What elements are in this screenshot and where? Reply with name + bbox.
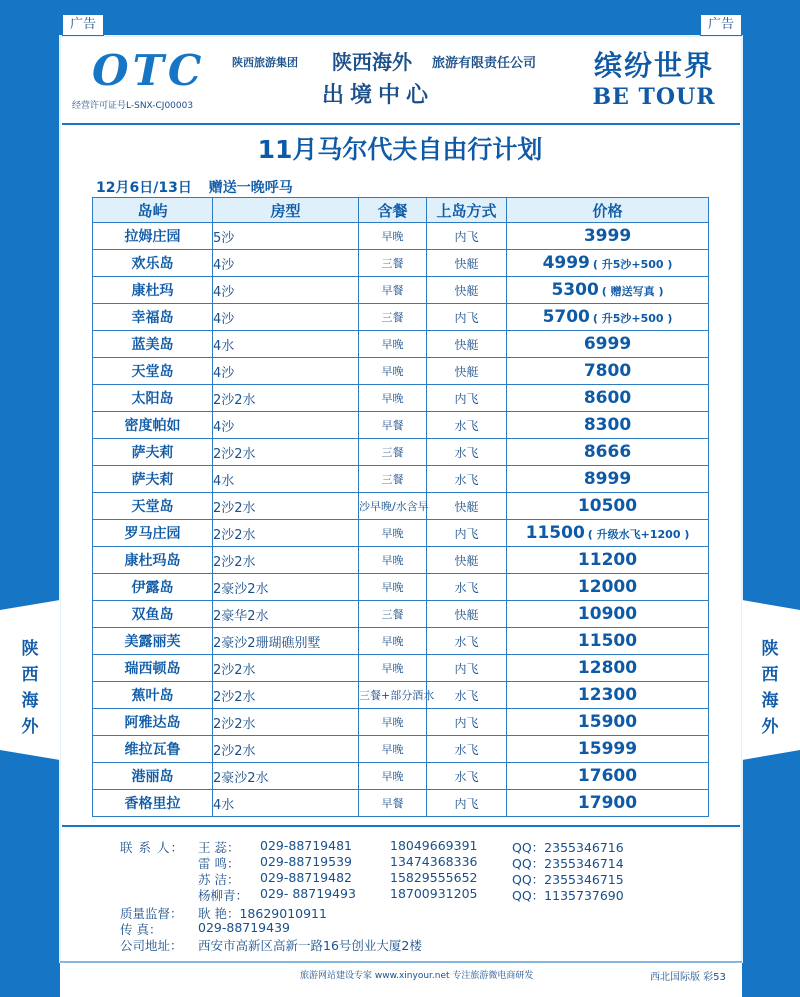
contact-name: 雷 鸣：	[198, 856, 240, 871]
cell-transfer: 水飞	[427, 574, 507, 601]
cell-meal: 三餐	[359, 304, 427, 331]
column-header-island: 岛屿	[93, 198, 213, 223]
cell-transfer: 内飞	[427, 655, 507, 682]
cell-room: 2豪华2水	[213, 601, 359, 628]
cell-price	[507, 250, 709, 277]
cell-transfer: 快艇	[427, 331, 507, 358]
cell-transfer: 水飞	[427, 466, 507, 493]
contact-name: 苏 洁：	[198, 872, 240, 887]
cell-room: 2沙2水	[213, 547, 359, 574]
price-value: 15900	[577, 712, 638, 732]
cell-transfer: 内飞	[427, 304, 507, 331]
cell-meal: 早晚	[359, 547, 427, 574]
table-row	[93, 601, 709, 628]
supervisor-label: 质量监督：	[120, 906, 183, 921]
price-value: 7800	[583, 361, 632, 381]
cell-island: 太阳岛	[93, 385, 213, 412]
cell-meal: 早晚	[359, 358, 427, 385]
cell-room: 2沙2水	[213, 385, 359, 412]
cell-meal: 早晚	[359, 655, 427, 682]
cell-meal: 沙早晚/水含早	[359, 493, 427, 520]
cell-room: 4沙	[213, 277, 359, 304]
column-header-transfer: 上岛方式	[427, 198, 507, 223]
cell-island: 瑞西顿岛	[93, 655, 213, 682]
cell-price	[507, 331, 709, 358]
cell-transfer: 内飞	[427, 385, 507, 412]
price-value: 8300	[583, 415, 632, 435]
cell-meal: 早餐	[359, 790, 427, 817]
ad-label-left: 广告	[62, 14, 104, 36]
price-value: 12000	[577, 577, 638, 597]
cell-price	[507, 466, 709, 493]
contact-qq: QQ：1135737690	[512, 888, 624, 903]
cell-island: 拉姆庄园	[93, 223, 213, 250]
cell-price	[507, 547, 709, 574]
cell-island: 蓝美岛	[93, 331, 213, 358]
cell-price	[507, 763, 709, 790]
cell-price	[507, 682, 709, 709]
cell-island: 萨夫莉	[93, 439, 213, 466]
price-table	[92, 197, 709, 817]
table-row	[93, 655, 709, 682]
price-value: 11200	[577, 550, 638, 570]
side-char: 西	[21, 665, 39, 685]
contact-qq: QQ：2355346714	[512, 856, 624, 871]
cell-island: 康杜玛	[93, 277, 213, 304]
cell-price	[507, 601, 709, 628]
table-row	[93, 277, 709, 304]
cell-price	[507, 412, 709, 439]
cell-transfer: 内飞	[427, 520, 507, 547]
price-value: 11500	[525, 523, 585, 543]
cell-room: 4沙	[213, 412, 359, 439]
cell-price	[507, 655, 709, 682]
table-row	[93, 682, 709, 709]
contact-mobile: 18700931205	[390, 886, 478, 901]
cell-island: 双鱼岛	[93, 601, 213, 628]
price-value: 3999	[583, 226, 632, 246]
cell-price	[507, 223, 709, 250]
cell-room: 4水	[213, 466, 359, 493]
table-row	[93, 493, 709, 520]
cell-island: 天堂岛	[93, 493, 213, 520]
price-note: ( 升5沙+500 )	[592, 258, 673, 271]
price-value: 12300	[577, 685, 638, 705]
side-char: 西	[761, 665, 779, 685]
price-value: 15999	[577, 739, 638, 759]
cell-island: 欢乐岛	[93, 250, 213, 277]
address-value: 西安市高新区高新一路16号创业大厦2楼	[198, 938, 422, 953]
cell-price	[507, 277, 709, 304]
table-row	[93, 358, 709, 385]
cell-island: 阿雅达岛	[93, 709, 213, 736]
price-value: 5300	[551, 280, 599, 300]
price-value: 10500	[577, 496, 638, 516]
contact-mobile: 18049669391	[390, 838, 478, 853]
cell-room: 5沙	[213, 223, 359, 250]
supervisor-value: 耿 艳：18629010911	[198, 906, 327, 921]
cell-price	[507, 790, 709, 817]
cell-meal: 早晚	[359, 709, 427, 736]
cell-price	[507, 439, 709, 466]
cell-room: 2沙2水	[213, 493, 359, 520]
table-row	[93, 628, 709, 655]
price-value: 8666	[583, 442, 632, 462]
cell-island: 萨夫莉	[93, 466, 213, 493]
cell-price	[507, 709, 709, 736]
cell-meal: 早餐	[359, 412, 427, 439]
side-char: 陕	[21, 639, 39, 659]
column-header-meal: 含餐	[359, 198, 427, 223]
cell-room: 2豪沙2珊瑚礁别墅	[213, 628, 359, 655]
contact-tel: 029-88719539	[260, 854, 352, 869]
address-label: 公司地址：	[120, 938, 183, 953]
price-value: 6999	[583, 334, 632, 354]
page-title: 11月马尔代夫自由行计划	[257, 135, 543, 164]
contact-section	[60, 830, 740, 966]
cell-transfer: 水飞	[427, 736, 507, 763]
side-char: 外	[761, 717, 779, 737]
cell-transfer: 水飞	[427, 682, 507, 709]
group-name: 陕西旅游集团	[232, 56, 298, 69]
cell-island: 伊露岛	[93, 574, 213, 601]
fax-value: 029-88719439	[198, 920, 290, 935]
contact-tel: 029-88719481	[260, 838, 352, 853]
cell-transfer: 水飞	[427, 763, 507, 790]
side-char: 陕	[761, 639, 779, 659]
cell-room: 2沙2水	[213, 520, 359, 547]
cell-island: 幸福岛	[93, 304, 213, 331]
cell-meal: 早晚	[359, 223, 427, 250]
cell-transfer: 快艇	[427, 601, 507, 628]
cell-island: 天堂岛	[93, 358, 213, 385]
footer-website: 旅游网站建设专家 www.xinyour.net 专注旅游微电商研发	[300, 971, 534, 981]
table-body	[93, 223, 709, 817]
cell-room: 2豪沙2水	[213, 574, 359, 601]
cell-island: 香格里拉	[93, 790, 213, 817]
cell-room: 4水	[213, 790, 359, 817]
cell-room: 2豪沙2水	[213, 763, 359, 790]
cell-meal: 三餐	[359, 466, 427, 493]
cell-room: 4沙	[213, 250, 359, 277]
contact-qq: QQ：2355346716	[512, 840, 624, 855]
price-value: 4999	[542, 253, 590, 273]
cell-transfer: 快艇	[427, 547, 507, 574]
cell-room: 2沙2水	[213, 439, 359, 466]
contact-label: 联 系 人：	[120, 840, 184, 855]
center-name: 出境中心	[322, 83, 435, 108]
cell-room: 2沙2水	[213, 736, 359, 763]
subtitle-dates: 12月6日/13日	[96, 180, 192, 196]
center-badge	[222, 42, 562, 116]
cell-meal: 早晚	[359, 628, 427, 655]
column-header-price: 价格	[507, 198, 709, 223]
subtitle	[96, 177, 293, 197]
cell-island: 维拉瓦鲁	[93, 736, 213, 763]
cell-price	[507, 628, 709, 655]
price-value: 8999	[583, 469, 632, 489]
cell-transfer: 快艇	[427, 250, 507, 277]
price-value: 10900	[577, 604, 638, 624]
cell-meal: 三餐+部分酒水	[359, 682, 427, 709]
otc-logo: OTC	[92, 46, 206, 95]
contact-name: 王 蕊：	[198, 840, 240, 855]
cell-meal: 早餐	[359, 277, 427, 304]
table-row	[93, 250, 709, 277]
contact-qq: QQ：2355346715	[512, 872, 624, 887]
cell-transfer: 水飞	[427, 628, 507, 655]
table-row	[93, 736, 709, 763]
side-char: 外	[21, 717, 39, 737]
table-row	[93, 574, 709, 601]
contact-mobile: 15829555652	[390, 870, 478, 885]
cell-meal: 三餐	[359, 250, 427, 277]
price-value: 17600	[577, 766, 638, 786]
table-row	[93, 412, 709, 439]
contact-name: 杨柳青：	[198, 888, 249, 903]
cell-room: 2沙2水	[213, 682, 359, 709]
cell-transfer: 内飞	[427, 790, 507, 817]
contact-tel: 029-88719482	[260, 870, 352, 885]
ad-label-right: 广告	[700, 14, 742, 36]
cell-island: 港丽岛	[93, 763, 213, 790]
table-row	[93, 331, 709, 358]
price-value: 5700	[542, 307, 590, 327]
side-label-left	[10, 636, 50, 740]
cell-price	[507, 385, 709, 412]
cell-meal: 早晚	[359, 763, 427, 790]
cell-island: 罗马庄园	[93, 520, 213, 547]
cell-transfer: 内飞	[427, 709, 507, 736]
footer-page-number: 西北国际版 彩53	[650, 972, 726, 983]
cell-meal: 三餐	[359, 601, 427, 628]
cell-meal: 早晚	[359, 331, 427, 358]
cell-meal: 三餐	[359, 439, 427, 466]
cell-transfer: 水飞	[427, 412, 507, 439]
cell-island: 康杜玛岛	[93, 547, 213, 574]
cell-transfer: 快艇	[427, 358, 507, 385]
table-header-row	[93, 198, 709, 223]
table-row	[93, 223, 709, 250]
cell-price	[507, 358, 709, 385]
table-row	[93, 547, 709, 574]
header	[62, 38, 740, 122]
cell-island: 蕉叶岛	[93, 682, 213, 709]
table-row	[93, 466, 709, 493]
be-tour-cn: 缤纷世界	[593, 49, 714, 82]
be-tour-en: BE TOUR	[592, 84, 716, 110]
price-value: 8600	[583, 388, 632, 408]
table-row	[93, 304, 709, 331]
cell-meal: 早晚	[359, 520, 427, 547]
table-row	[93, 439, 709, 466]
fax-label: 传 真：	[120, 922, 162, 937]
license-number: 经营许可证号L-SNX-CJ00003	[72, 101, 194, 111]
contact-mobile: 13474368336	[390, 854, 478, 869]
be-tour-logo	[574, 44, 734, 110]
cell-meal: 早晚	[359, 736, 427, 763]
table-row	[93, 790, 709, 817]
side-label-right	[750, 636, 790, 740]
column-header-room: 房型	[213, 198, 359, 223]
contact-tel: 029- 88719493	[260, 886, 356, 901]
cell-price	[507, 493, 709, 520]
cell-room: 2沙2水	[213, 655, 359, 682]
cell-transfer: 水飞	[427, 439, 507, 466]
cell-transfer: 内飞	[427, 223, 507, 250]
price-value: 17900	[577, 793, 638, 813]
company-name: 旅游有限责任公司	[432, 56, 537, 71]
cell-transfer: 快艇	[427, 277, 507, 304]
footer	[300, 966, 770, 983]
cell-price	[507, 574, 709, 601]
table-row	[93, 709, 709, 736]
table-row	[93, 385, 709, 412]
cell-island: 美露丽芙	[93, 628, 213, 655]
table-row	[93, 520, 709, 547]
subtitle-gift: 赠送一晚呼马	[208, 180, 293, 196]
cell-meal: 早晚	[359, 385, 427, 412]
cell-room: 4沙	[213, 304, 359, 331]
price-value: 11500	[577, 631, 638, 651]
cell-price	[507, 304, 709, 331]
price-note: ( 赠送写真 )	[601, 285, 664, 298]
price-value: 12800	[577, 658, 638, 678]
cell-room: 2沙2水	[213, 709, 359, 736]
cell-price	[507, 736, 709, 763]
cell-transfer: 快艇	[427, 493, 507, 520]
cell-room: 4水	[213, 331, 359, 358]
cell-meal: 早晚	[359, 574, 427, 601]
price-note: ( 升级水飞+1200 )	[587, 528, 690, 541]
cell-room: 4沙	[213, 358, 359, 385]
side-char: 海	[761, 691, 779, 711]
table-row	[93, 763, 709, 790]
brand-name: 陕西海外	[332, 50, 412, 74]
cell-price	[507, 520, 709, 547]
price-note: ( 升5沙+500 )	[592, 312, 673, 325]
cell-island: 密度帕如	[93, 412, 213, 439]
side-char: 海	[21, 691, 39, 711]
